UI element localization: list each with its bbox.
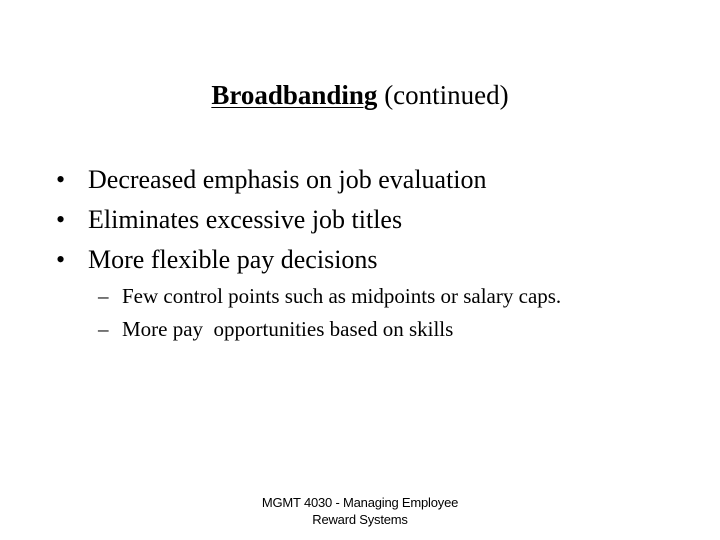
sub-bullet-list	[98, 280, 561, 346]
bullet-item	[56, 240, 487, 280]
dash-marker: –	[98, 284, 109, 308]
bullet-marker: •	[56, 245, 66, 274]
dash-marker: –	[98, 317, 109, 341]
bullet-text: More flexible pay decisions	[88, 245, 378, 274]
bullet-marker: •	[56, 205, 66, 234]
bullet-item	[56, 160, 487, 200]
title-suffix: (continued)	[384, 80, 509, 110]
footer-line-1: MGMT 4030 - Managing Employee	[261, 495, 459, 510]
bullet-item	[56, 200, 487, 240]
bullet-text: Eliminates excessive job titles	[88, 205, 403, 234]
slide-footer	[0, 494, 720, 528]
bullet-list	[56, 160, 487, 280]
bullet-marker: •	[56, 165, 66, 194]
sub-bullet-text: Few control points such as midpoints or salary caps.	[122, 284, 562, 308]
footer-line-2: Reward Systems	[312, 512, 408, 527]
title-emphasis: Broadbanding	[211, 80, 378, 110]
slide-title	[0, 78, 720, 112]
sub-bullet-item	[98, 313, 561, 346]
sub-bullet-text: More pay opportunities based on skills	[122, 317, 454, 341]
bullet-text: Decreased emphasis on job evaluation	[88, 165, 487, 194]
sub-bullet-item	[98, 280, 561, 313]
